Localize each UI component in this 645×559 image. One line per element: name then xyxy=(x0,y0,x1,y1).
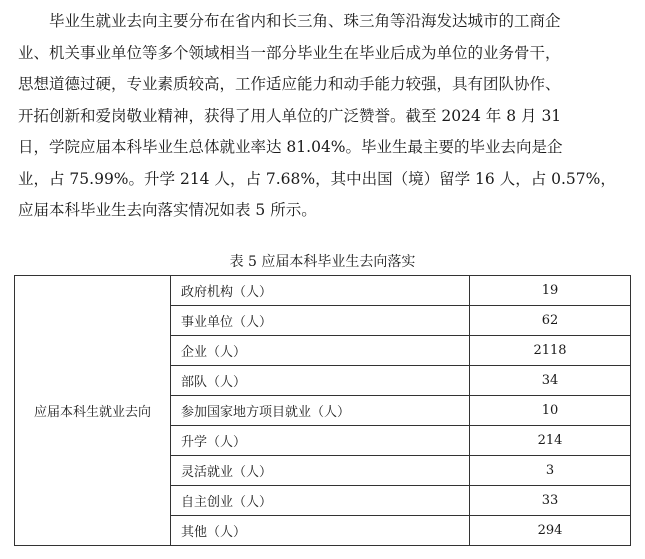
item-cell: 参加国家地方项目就业（人） xyxy=(171,396,470,426)
paragraph-line: 应届本科毕业生去向落实情况如表 5 所示。 xyxy=(18,201,317,219)
table-row xyxy=(15,276,631,306)
paragraph-line: 业，占 75.99%。升学 214 人，占 7.68%，其中出国（境）留学 16 人，占 0.57%， xyxy=(18,169,616,188)
paragraph-line: 业、机关事业单位等多个领域相当一部分毕业生在毕业后成为单位的业务骨干， xyxy=(18,43,561,62)
paragraph-line: 开拓创新和爱岗敬业精神，获得了用人单位的广泛赞誉。截至 2024 年 8 月 31 xyxy=(18,106,562,125)
paragraph-line: 日，学院应届本科毕业生总体就业率达 81.04%。毕业生最主要的毕业去向是企 xyxy=(18,138,563,156)
item-cell: 部队（人） xyxy=(171,366,470,396)
item-cell: 事业单位（人） xyxy=(171,306,470,336)
value-cell: 2118 xyxy=(470,336,631,366)
value-cell: 33 xyxy=(470,486,631,516)
value-cell: 19 xyxy=(470,276,631,306)
item-cell: 灵活就业（人） xyxy=(171,456,470,486)
item-cell: 自主创业（人） xyxy=(171,486,470,516)
value-cell: 62 xyxy=(470,306,631,336)
value-cell: 10 xyxy=(470,396,631,426)
item-cell: 其他（人） xyxy=(171,516,470,546)
table-caption: 表 5 应届本科毕业生去向落实 xyxy=(229,254,416,270)
paragraph-line: 毕业生就业去向主要分布在省内和长三角、珠三角等沿海发达城市的工商企 xyxy=(49,12,561,30)
value-cell: 294 xyxy=(470,516,631,546)
item-cell: 政府机构（人） xyxy=(171,276,470,306)
value-cell: 214 xyxy=(470,426,631,456)
value-cell: 3 xyxy=(470,456,631,486)
category-cell: 应届本科生就业去向 xyxy=(15,276,171,546)
paragraph-line: 思想道德过硬，专业素质较高，工作适应能力和动手能力较强，具有团队协作、 xyxy=(18,75,561,93)
body-paragraph xyxy=(18,6,633,227)
item-cell: 升学（人） xyxy=(171,426,470,456)
destination-table xyxy=(14,275,631,546)
item-cell: 企业（人） xyxy=(171,336,470,366)
value-cell: 34 xyxy=(470,366,631,396)
